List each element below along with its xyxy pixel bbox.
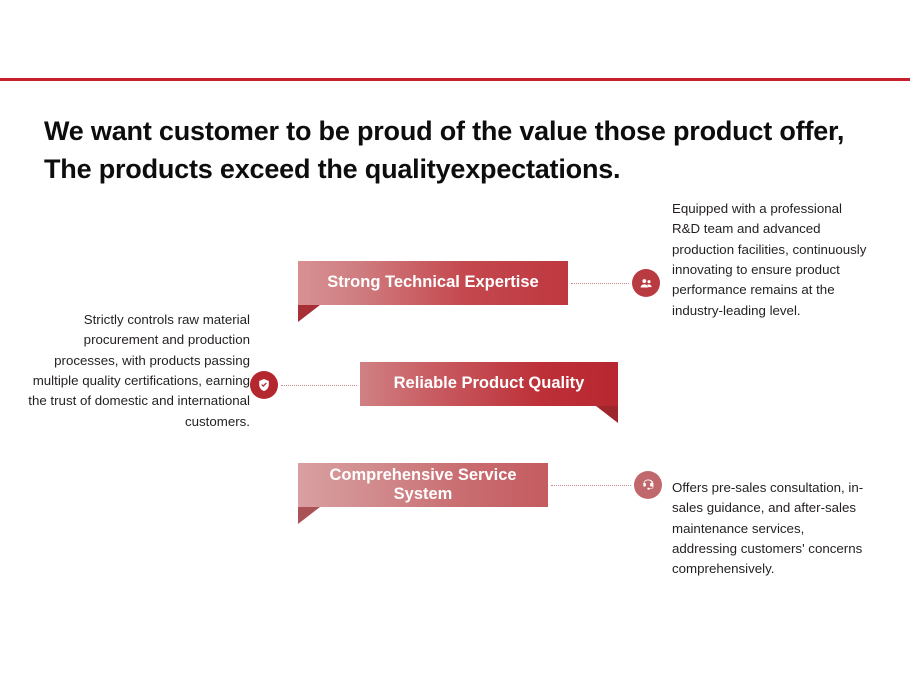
description-comprehensive-service-system: Offers pre-sales consultation, in-sales guidance, and after-sales maintenance services, addressing customers' concerns comprehensively. <box>672 480 864 577</box>
banner-label: Reliable Product Quality <box>393 374 585 393</box>
banner-label: Strong Technical Expertise <box>327 273 539 292</box>
page-title: We want customer to be proud of the value those product offer, The products exceed the qualityexpectations. <box>44 116 845 185</box>
banner-tail-1 <box>298 305 320 322</box>
banner-comprehensive-service-system[interactable] <box>298 463 548 507</box>
connector-line-3 <box>551 485 631 486</box>
description-reliable-product-quality: Strictly controls raw material procurement and production processes, with products passing multiple quality certifications, earning the trust of domestic and international customers. <box>28 312 250 429</box>
banner-reliable-product-quality[interactable] <box>360 362 618 406</box>
connector-line-2 <box>281 385 357 386</box>
connector-line-1 <box>571 283 629 284</box>
headset-support-icon <box>634 471 662 499</box>
banner-tail-3 <box>298 507 320 524</box>
people-icon <box>632 269 660 297</box>
shield-check-icon <box>250 371 278 399</box>
banner-label: Comprehensive Service System <box>329 465 517 503</box>
top-accent-rule <box>0 78 910 81</box>
description-strong-technical-expertise: Equipped with a professional R&D team and advanced production facilities, continuously innovating to ensure product performance remains at the industry-leading level. <box>672 201 867 318</box>
banner-strong-technical-expertise[interactable] <box>298 261 568 305</box>
banner-tail-2 <box>596 406 618 423</box>
